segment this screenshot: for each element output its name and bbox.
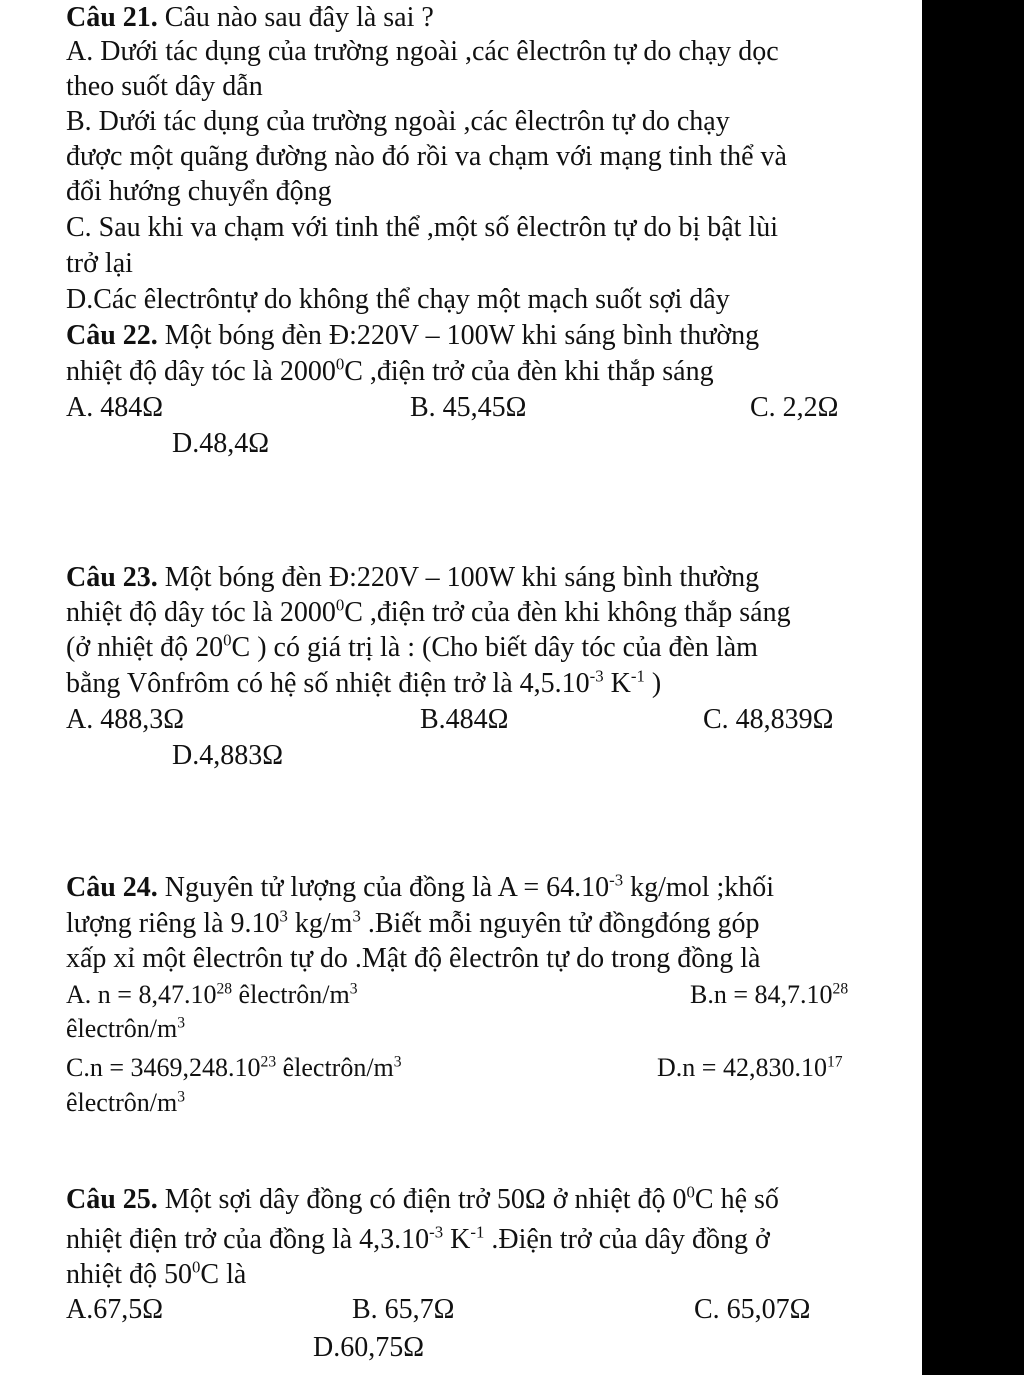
q22-line1: Một bóng đèn Đ:220V – 100W khi sáng bình thường xyxy=(157,320,760,351)
q22-label: Câu 22. xyxy=(66,320,158,351)
q21-option-c-line1: C. Sau khi va chạm với tinh thể ,một số êlectrôn tự do bị bật lùi xyxy=(66,212,778,243)
q25-label: Câu 25. xyxy=(66,1184,158,1215)
q24-option-b: $B.n = 84,7.10^{28}$ xyxy=(690,980,849,1009)
q24-option-a: A. $n = 8,47.10^{28}$ êlectrôn/$m^3$ xyxy=(66,980,358,1009)
q23-option-c: C. 48,839Ω xyxy=(703,704,834,735)
q25-option-c: C. 65,07Ω xyxy=(694,1294,811,1325)
q23-option-a: A. 488,3Ω xyxy=(66,704,185,735)
q22-header xyxy=(66,322,759,350)
q21-header xyxy=(66,4,434,32)
q22-option-c: C. 2,2Ω xyxy=(750,392,839,423)
q23-header xyxy=(66,564,759,592)
q22-option-a: A. 484Ω xyxy=(66,392,164,423)
right-black-border xyxy=(922,0,1024,1375)
q25-line3: nhiệt độ $50^0C$ là xyxy=(66,1257,247,1290)
q25-line2: nhiệt điện trở của đồng là $4,3.10^{-3}$ $K^{-1}$ .Điện trở của dây đồng ở xyxy=(66,1222,770,1255)
q21-label: Câu 21. xyxy=(66,2,158,33)
q21-option-a-line1: A. Dưới tác dụng của trường ngoài ,các êlectrôn tự do chạy dọc xyxy=(66,36,779,67)
q24-option-d-cont: êlectrôn/$m^3$ xyxy=(66,1088,185,1117)
q25-option-a: A.67,5Ω xyxy=(66,1294,164,1325)
q21-option-b-line1: B. Dưới tác dụng của trường ngoài ,các êlectrôn tự do chạy xyxy=(66,106,730,137)
q21-option-c-line2: trở lại xyxy=(66,248,133,279)
q23-option-d: D.4,883Ω xyxy=(172,740,284,771)
q22-line2: nhiệt độ dây tóc là 2000$^0$C ,điện trở của đèn khi thắp sáng xyxy=(66,354,714,387)
q21-option-a-line2: theo suốt dây dẫn xyxy=(66,71,263,102)
q21-option-b-line3: đổi hướng chuyển động xyxy=(66,176,332,207)
q23-line3: (ở nhiệt độ $20^0C$ ) có giá trị là : (Cho biết dây tóc của đèn làm xyxy=(66,630,758,663)
q24-option-d: $D.n = 42,830.10^{17}$ xyxy=(657,1053,843,1082)
q25-option-d: D.60,75Ω xyxy=(313,1332,425,1363)
q23-line4: bằng Vônfrôm có hệ số nhiệt điện trở là $4,5.10^{-3}$ $K^{-1}$ ) xyxy=(66,666,662,699)
q21-option-d: D.Các êlectrôntự do không thể chạy một mạch suốt sợi dây xyxy=(66,284,730,315)
q21-option-b-line2: được một quãng đường nào đó rồi va chạm với mạng tinh thể và xyxy=(66,141,787,172)
q24-line3: xấp xỉ một êlectrôn tự do .Mật độ êlectrôn tự do trong đồng là xyxy=(66,943,761,974)
q24-option-c: $C.n = 3469,248.10^{23}$ êlectrôn/$m^3$ xyxy=(66,1053,402,1082)
q21-prompt: Câu nào sau đây là sai ? xyxy=(157,2,434,33)
q25-header: Câu 25. Một sợi dây đồng có điện trở 50Ω ở nhiệt độ $0^0C$ hệ số xyxy=(66,1182,779,1215)
q25-option-b: B. 65,7Ω xyxy=(352,1294,455,1325)
q23-option-b: B.484Ω xyxy=(420,704,509,735)
q23-line2: nhiệt độ dây tóc là 2000$^0$C ,điện trở của đèn khi không thắp sáng xyxy=(66,595,791,628)
q22-option-d: D.48,4Ω xyxy=(172,428,270,459)
q24-label: Câu 24. xyxy=(66,872,158,903)
q24-header: Câu 24. Nguyên tử lượng của đồng là $A = 64.10^{-3}$ kg/mol ;khối xyxy=(66,870,775,903)
q23-label: Câu 23. xyxy=(66,562,158,593)
q24-line2: lượng riêng là 9.10$^3$ $kg/m^3$ .Biết mỗi nguyên tử đồngđóng góp xyxy=(66,906,760,939)
q24-option-b-cont: êlectrôn/$m^3$ xyxy=(66,1014,185,1043)
q23-line1: Một bóng đèn Đ:220V – 100W khi sáng bình thường xyxy=(157,562,760,593)
q22-option-b: B. 45,45Ω xyxy=(410,392,527,423)
